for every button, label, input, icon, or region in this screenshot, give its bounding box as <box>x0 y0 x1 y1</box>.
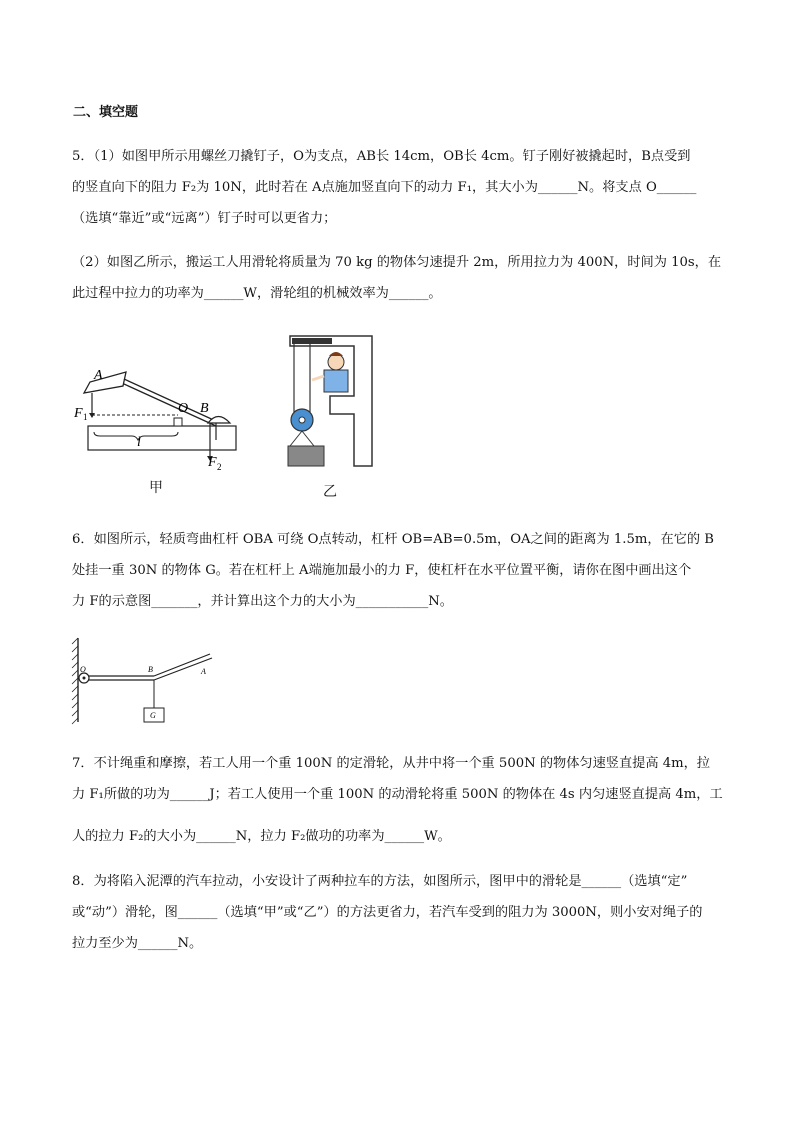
section-title: 二、填空题 <box>73 105 139 120</box>
label-F2: F <box>208 455 217 470</box>
label-F1: F <box>74 406 83 421</box>
label-F2-sub: 2 <box>217 462 222 472</box>
label-G: G <box>150 711 156 720</box>
overhead-beam <box>292 338 332 344</box>
hook-line-right <box>302 431 314 446</box>
screwdriver-handle <box>84 372 126 393</box>
pivot-center <box>83 677 86 680</box>
caption-jia: 甲 <box>149 480 163 496</box>
q5-line-5: 此过程中拉力的功率为______W，滑轮组的机械效率为______。 <box>72 286 442 301</box>
screwdriver-lever-figure <box>70 360 245 475</box>
pulley-worker-figure <box>280 334 380 469</box>
label-l: l <box>137 435 141 450</box>
wooden-block <box>88 426 236 450</box>
wall-hatching <box>72 638 78 724</box>
fulcrum-support <box>174 418 182 426</box>
bent-lever-figure <box>68 636 223 726</box>
q7-line-3: 人的拉力 F₂的大小为______N，拉力 F₂做功的功率为______W。 <box>72 829 451 844</box>
label-A: A <box>94 368 103 383</box>
q6-line-2: 处挂一重 30N 的物体 G。若在杠杆上 A端施加最小的力 F，使杠杆在水平位置平衡，请你在图中画出这个 <box>72 563 692 578</box>
caption-yi: 乙 <box>323 484 337 500</box>
q7-line-2: 力 F₁所做的功为______J；若工人使用一个重 100N 的动滑轮将重 500N 的物体在 4s 内匀速竖直提高 4m，工 <box>72 787 723 802</box>
q7-line-1: 7．不计绳重和摩擦，若工人用一个重 100N 的定滑轮，从井中将一个重 500N 的物体匀速竖直提高 4m，拉 <box>72 756 710 771</box>
label-A: A <box>201 667 206 676</box>
label-B: B <box>200 401 209 416</box>
q8-line-1: 8．为将陷入泥潭的汽车拉动，小安设计了两种拉车的方法，如图所示，图甲中的滑轮是______（选填“定” <box>72 874 688 889</box>
load-box <box>288 446 324 466</box>
worker-head <box>328 354 344 370</box>
q6-line-3: 力 F的示意图_______，并计算出这个力的大小为___________N。 <box>72 594 453 609</box>
q6-line-1: 6．如图所示，轻质弯曲杠杆 OBA 可绕 O点转动，杠杆 OB=AB=0.5m，OA之间的距离为 1.5m，在它的 B <box>72 532 714 547</box>
q8-line-3: 拉力至少为______N。 <box>72 936 203 951</box>
q8-line-2: 或“动”）滑轮，图______（选填“甲”或“乙”）的方法更省力，若汽车受到的阻力为 3000N，则小安对绳子的 <box>72 905 703 920</box>
worker-body <box>324 370 348 392</box>
hook-line-left <box>290 431 302 446</box>
q5-line-2: 的竖直向下的阻力 F₂为 10N，此时若在 A点施加竖直向下的动力 F₁，其大小为______N。将支点 O______ <box>72 180 697 195</box>
nail-head <box>208 417 230 424</box>
q5-line-3: （选填“靠近”或“远离”）钉子时可以更省力； <box>72 211 337 226</box>
label-F1-sub: 1 <box>83 412 88 422</box>
label-O: O <box>80 665 86 674</box>
pulley-axle <box>299 417 305 423</box>
label-B: B <box>148 665 153 674</box>
q5-line-1: 5．（1）如图甲所示用螺丝刀撬钉子，O为支点，AB长 14cm，OB长 4cm。钉子刚好被撬起时，B点受到 <box>72 149 691 164</box>
label-O: O <box>178 401 189 416</box>
worker-hair <box>329 352 343 356</box>
q5-line-4: （2）如图乙所示，搬运工人用滑轮将质量为 70 kg 的物体匀速提升 2m，所用拉力为 400N，时间为 10s，在 <box>72 255 722 270</box>
worker-arm <box>312 376 324 380</box>
